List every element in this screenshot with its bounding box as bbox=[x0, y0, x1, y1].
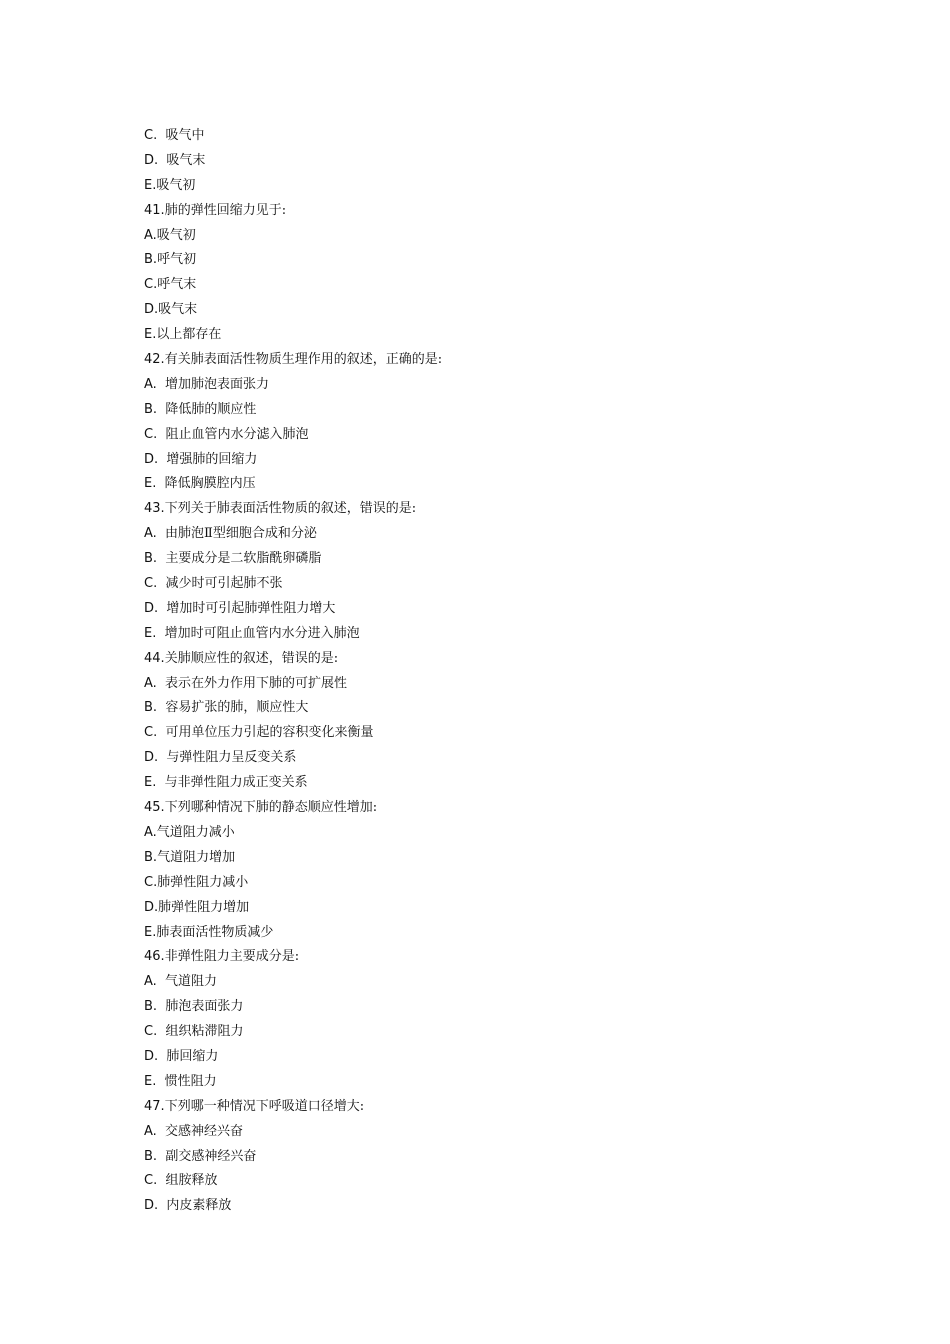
line-text: 可用单位压力引起的容积变化来衡量 bbox=[157, 725, 374, 741]
option-line bbox=[144, 821, 804, 846]
line-text: 副交感神经兴奋 bbox=[157, 1148, 257, 1164]
line-marker: C. bbox=[144, 874, 158, 890]
option-line bbox=[144, 672, 804, 697]
option-line bbox=[144, 597, 804, 622]
line-text: 内皮素释放 bbox=[158, 1198, 232, 1214]
option-line bbox=[144, 721, 804, 746]
line-text: 吸气初 bbox=[156, 177, 196, 193]
line-text: 肺弹性阻力增加 bbox=[158, 899, 250, 915]
option-line bbox=[144, 273, 804, 298]
line-marker: 43. bbox=[144, 501, 165, 517]
line-text: 与非弹性阻力成正变关系 bbox=[156, 775, 308, 791]
line-text: 关肺顺应性的叙述，错误的是: bbox=[164, 650, 339, 666]
line-marker: B. bbox=[144, 252, 158, 268]
option-line bbox=[144, 522, 804, 547]
line-text: 呼气末 bbox=[157, 277, 197, 293]
line-text: 肺表面活性物质减少 bbox=[156, 924, 274, 940]
line-text: 交感神经兴奋 bbox=[156, 1123, 244, 1139]
line-marker: E. bbox=[144, 1073, 157, 1089]
line-text: 降低胸膜腔内压 bbox=[156, 476, 256, 492]
line-marker: 45. bbox=[144, 800, 165, 816]
line-text: 吸气中 bbox=[157, 128, 205, 143]
question-line bbox=[144, 945, 804, 970]
line-marker: D. bbox=[144, 1048, 159, 1064]
question-line bbox=[144, 796, 804, 821]
line-marker: A. bbox=[144, 974, 157, 990]
line-marker: B. bbox=[144, 401, 158, 417]
option-line bbox=[144, 970, 804, 995]
option-line bbox=[144, 1145, 804, 1170]
option-line bbox=[144, 448, 804, 473]
line-text: 主要成分是二软脂酰卵磷脂 bbox=[157, 551, 322, 567]
line-marker: A. bbox=[144, 227, 157, 243]
line-marker: D. bbox=[144, 451, 159, 467]
line-text: 气道阻力增加 bbox=[157, 849, 236, 865]
line-text: 增加时可阻止血管内水分进入肺泡 bbox=[156, 625, 360, 641]
line-text: 阻止血管内水分滤入肺泡 bbox=[157, 426, 309, 442]
line-marker: E. bbox=[144, 177, 157, 193]
line-text: 有关肺表面活性物质生理作用的叙述，正确的是: bbox=[164, 352, 443, 368]
line-text: 吸气末 bbox=[158, 302, 198, 318]
option-line bbox=[144, 696, 804, 721]
line-text: 惯性阻力 bbox=[156, 1073, 217, 1089]
line-text: 组织粘滞阻力 bbox=[157, 1024, 244, 1040]
option-line bbox=[144, 323, 804, 348]
line-text: 增强肺的回缩力 bbox=[158, 451, 258, 467]
line-text: 吸气初 bbox=[156, 227, 196, 243]
option-line bbox=[144, 921, 804, 946]
option-line bbox=[144, 1120, 804, 1145]
line-marker: E. bbox=[144, 327, 157, 343]
line-marker: A. bbox=[144, 526, 157, 542]
option-line bbox=[144, 472, 804, 497]
line-text: 气道阻力 bbox=[156, 974, 218, 990]
line-marker: B. bbox=[144, 849, 158, 865]
line-marker: B. bbox=[144, 999, 158, 1015]
line-marker: D. bbox=[144, 899, 159, 915]
option-line bbox=[144, 174, 804, 199]
question-text bbox=[144, 124, 804, 1219]
option-line bbox=[144, 771, 804, 796]
line-marker: E. bbox=[144, 625, 157, 641]
line-text: 气道阻力减小 bbox=[156, 824, 235, 840]
line-text: 增加肺泡表面张力 bbox=[156, 376, 270, 392]
line-text: 降低肺的顺应性 bbox=[157, 401, 257, 417]
line-text: 下列关于肺表面活性物质的叙述，错误的是: bbox=[164, 501, 417, 517]
line-marker: B. bbox=[144, 700, 158, 716]
line-marker: C. bbox=[144, 277, 158, 293]
line-marker: D. bbox=[144, 152, 159, 168]
line-marker: E. bbox=[144, 775, 157, 791]
option-line bbox=[144, 224, 804, 249]
line-marker: D. bbox=[144, 600, 159, 616]
line-text: 下列哪种情况下肺的静态顺应性增加: bbox=[164, 800, 378, 816]
option-line bbox=[144, 746, 804, 771]
option-line bbox=[144, 248, 804, 273]
option-line bbox=[144, 1045, 804, 1070]
option-line bbox=[144, 622, 804, 647]
line-text: 肺回缩力 bbox=[158, 1048, 219, 1064]
line-marker: E. bbox=[144, 924, 157, 940]
option-line bbox=[144, 398, 804, 423]
line-text: 吸气末 bbox=[158, 152, 206, 168]
line-marker: 41. bbox=[144, 202, 165, 218]
line-marker: C. bbox=[144, 1173, 158, 1189]
option-line bbox=[144, 1194, 804, 1219]
option-line bbox=[144, 423, 804, 448]
line-text: 肺弹性阻力减小 bbox=[157, 874, 249, 890]
option-line bbox=[144, 846, 804, 871]
line-text: 容易扩张的肺，顺应性大 bbox=[157, 700, 309, 716]
line-marker: A. bbox=[144, 675, 157, 691]
option-line bbox=[144, 871, 804, 896]
line-marker: C. bbox=[144, 426, 158, 442]
line-text: 肺的弹性回缩力见于: bbox=[164, 202, 287, 218]
option-line bbox=[144, 1070, 804, 1095]
option-line bbox=[144, 995, 804, 1020]
line-text: 由肺泡Ⅱ型细胞合成和分泌 bbox=[156, 526, 317, 542]
option-line bbox=[144, 149, 804, 174]
line-marker: C. bbox=[144, 1024, 158, 1040]
line-text: 呼气初 bbox=[157, 252, 197, 268]
line-text: 与弹性阻力呈反变关系 bbox=[158, 750, 297, 766]
option-line bbox=[144, 572, 804, 597]
line-text: 非弹性阻力主要成分是: bbox=[164, 949, 300, 965]
line-text: 下列哪一种情况下呼吸道口径增大: bbox=[164, 1098, 365, 1114]
line-marker: B. bbox=[144, 551, 158, 567]
line-text: 组胺释放 bbox=[157, 1173, 218, 1189]
line-text: 以上都存在 bbox=[156, 327, 222, 343]
option-line bbox=[144, 298, 804, 323]
option-line bbox=[144, 1020, 804, 1045]
option-line bbox=[144, 373, 804, 398]
line-marker: 47. bbox=[144, 1098, 165, 1114]
option-line bbox=[144, 547, 804, 572]
line-marker: D. bbox=[144, 1198, 159, 1214]
question-line bbox=[144, 647, 804, 672]
option-line bbox=[144, 1169, 804, 1194]
option-line bbox=[144, 896, 804, 921]
line-text: 增加时可引起肺弹性阻力增大 bbox=[158, 600, 336, 616]
question-line bbox=[144, 1095, 804, 1120]
line-marker: A. bbox=[144, 376, 157, 392]
line-marker: A. bbox=[144, 1123, 157, 1139]
question-line bbox=[144, 199, 804, 224]
question-line bbox=[144, 497, 804, 522]
line-marker: E. bbox=[144, 476, 157, 492]
line-marker: 42. bbox=[144, 352, 165, 368]
question-line bbox=[144, 348, 804, 373]
line-text: 肺泡表面张力 bbox=[157, 999, 244, 1015]
line-marker: C. bbox=[144, 576, 158, 592]
line-text: 表示在外力作用下肺的可扩展性 bbox=[156, 675, 348, 691]
line-marker: 46. bbox=[144, 949, 165, 965]
line-marker: D. bbox=[144, 750, 159, 766]
line-marker: B. bbox=[144, 1148, 158, 1164]
line-marker: 44. bbox=[144, 650, 165, 666]
line-marker: D. bbox=[144, 302, 159, 318]
line-marker: A. bbox=[144, 824, 157, 840]
option-line bbox=[144, 124, 804, 149]
line-text: 减少时可引起肺不张 bbox=[157, 576, 283, 592]
line-marker: C. bbox=[144, 725, 158, 741]
line-marker: C. bbox=[144, 128, 158, 143]
